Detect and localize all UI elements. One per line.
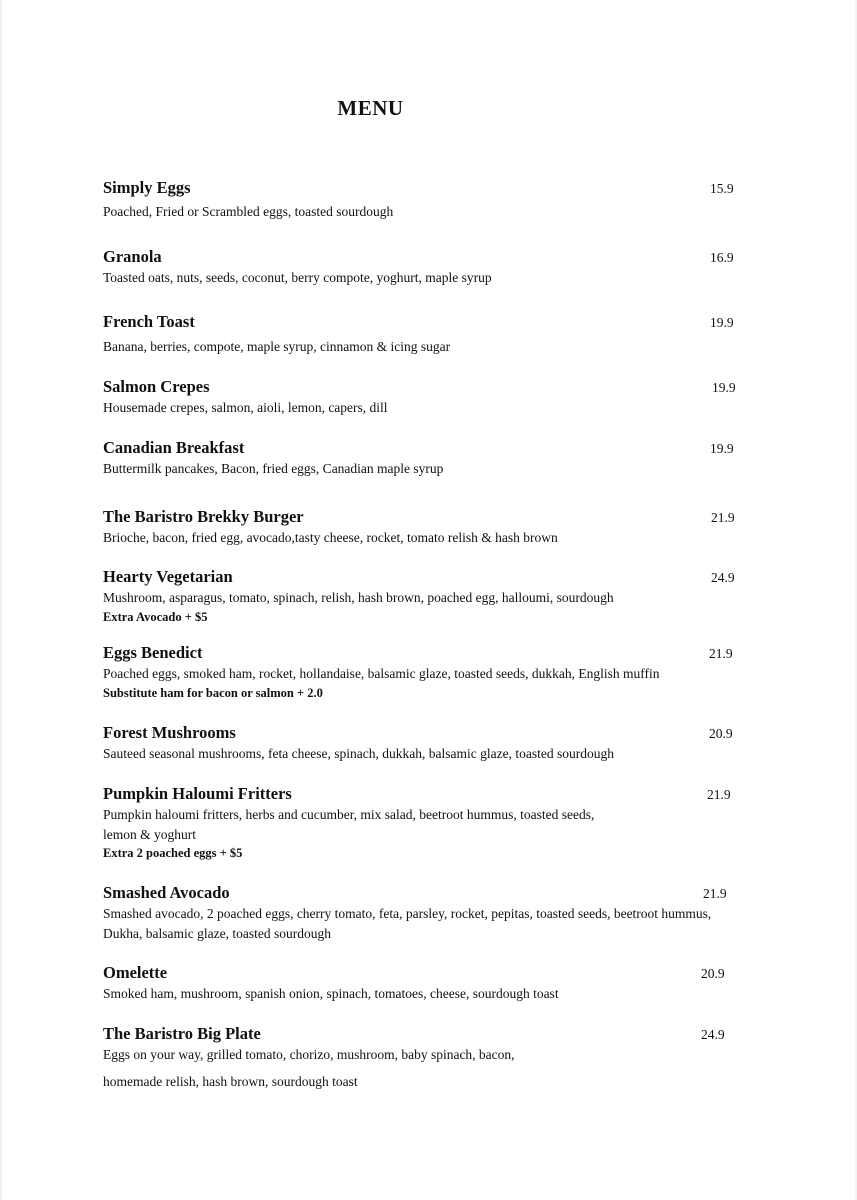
item-extra-note: Extra Avocado + $5 (103, 609, 208, 624)
item-description: Sauteed seasonal mushrooms, feta cheese, spinach, dukkah, balsamic glaze, toasted sourdough (103, 746, 614, 761)
item-description: Buttermilk pancakes, Bacon, fried eggs, Canadian maple syrup (103, 461, 444, 476)
item-price: 24.9 (711, 570, 735, 585)
menu-item (103, 566, 783, 627)
item-description: Banana, berries, compote, maple syrup, cinnamon & icing sugar (103, 339, 451, 354)
menu-item (103, 246, 783, 288)
item-name: Omelette (103, 963, 168, 982)
item-extra-note: Substitute ham for bacon or salmon + 2.0 (103, 685, 323, 700)
item-price: 24.9 (701, 1027, 725, 1042)
item-name: Canadian Breakfast (103, 438, 245, 457)
menu-item (103, 882, 783, 943)
menu-item (103, 783, 783, 863)
item-extra-note: Extra 2 poached eggs + $5 (103, 846, 243, 860)
item-description: Toasted oats, nuts, seeds, coconut, berry compote, yoghurt, maple syrup (103, 270, 492, 285)
menu-item (103, 437, 783, 479)
item-description: Smashed avocado, 2 poached eggs, cherry tomato, feta, parsley, rocket, pepitas, toasted seeds, beetroot hummus, (103, 906, 712, 921)
item-price: 15.9 (710, 181, 734, 196)
item-description: Dukha, balsamic glaze, toasted sourdough (103, 925, 331, 941)
menu-item (103, 962, 783, 1004)
menu-item (103, 506, 783, 548)
item-name: Smashed Avocado (103, 883, 230, 902)
menu-item (103, 376, 783, 418)
item-description: Brioche, bacon, fried egg, avocado,tasty cheese, rocket, tomato relish & hash brown (103, 530, 558, 545)
item-description: Mushroom, asparagus, tomato, spinach, relish, hash brown, poached egg, halloumi, sourdough (103, 590, 614, 605)
menu-item (103, 722, 783, 764)
item-price: 20.9 (701, 966, 725, 981)
item-price: 21.9 (709, 646, 733, 661)
item-price: 16.9 (710, 250, 734, 265)
menu-item (103, 177, 783, 222)
menu-item (103, 642, 783, 703)
item-description: homemade relish, hash brown, sourdough toast (103, 1073, 358, 1089)
item-description: Poached, Fried or Scrambled eggs, toasted sourdough (103, 204, 394, 219)
item-description: Eggs on your way, grilled tomato, chorizo, mushroom, baby spinach, bacon, (103, 1047, 515, 1062)
item-price: 19.9 (710, 315, 734, 330)
menu-page (2, 0, 855, 1200)
item-description: Poached eggs, smoked ham, rocket, hollandaise, balsamic glaze, toasted seeds, dukkah, English muffin (103, 666, 660, 681)
item-name: French Toast (103, 312, 195, 331)
item-price: 21.9 (703, 886, 727, 901)
item-description: Pumpkin haloumi fritters, herbs and cucumber, mix salad, beetroot hummus, toasted seeds, (103, 807, 595, 822)
item-description: lemon & yoghurt (103, 826, 196, 842)
item-name: Granola (103, 247, 162, 266)
item-name: Hearty Vegetarian (103, 567, 233, 586)
item-name: Forest Mushrooms (103, 723, 236, 742)
item-price: 21.9 (711, 510, 735, 525)
item-description: Smoked ham, mushroom, spanish onion, spinach, tomatoes, cheese, sourdough toast (103, 986, 559, 1001)
item-price: 20.9 (709, 726, 733, 741)
item-name: The Baristro Big Plate (103, 1024, 261, 1043)
item-name: Pumpkin Haloumi Fritters (103, 784, 292, 803)
item-description: Housemade crepes, salmon, aioli, lemon, capers, dill (103, 400, 388, 415)
item-price: 21.9 (707, 787, 731, 802)
menu-title: MENU (337, 96, 404, 120)
item-name: Simply Eggs (103, 178, 191, 197)
item-name: The Baristro Brekky Burger (103, 507, 304, 526)
item-name: Salmon Crepes (103, 377, 210, 396)
menu-item (103, 311, 783, 357)
item-name: Eggs Benedict (103, 643, 203, 662)
menu-item (103, 1023, 783, 1091)
item-price: 19.9 (710, 441, 734, 456)
item-price: 19.9 (712, 380, 736, 395)
